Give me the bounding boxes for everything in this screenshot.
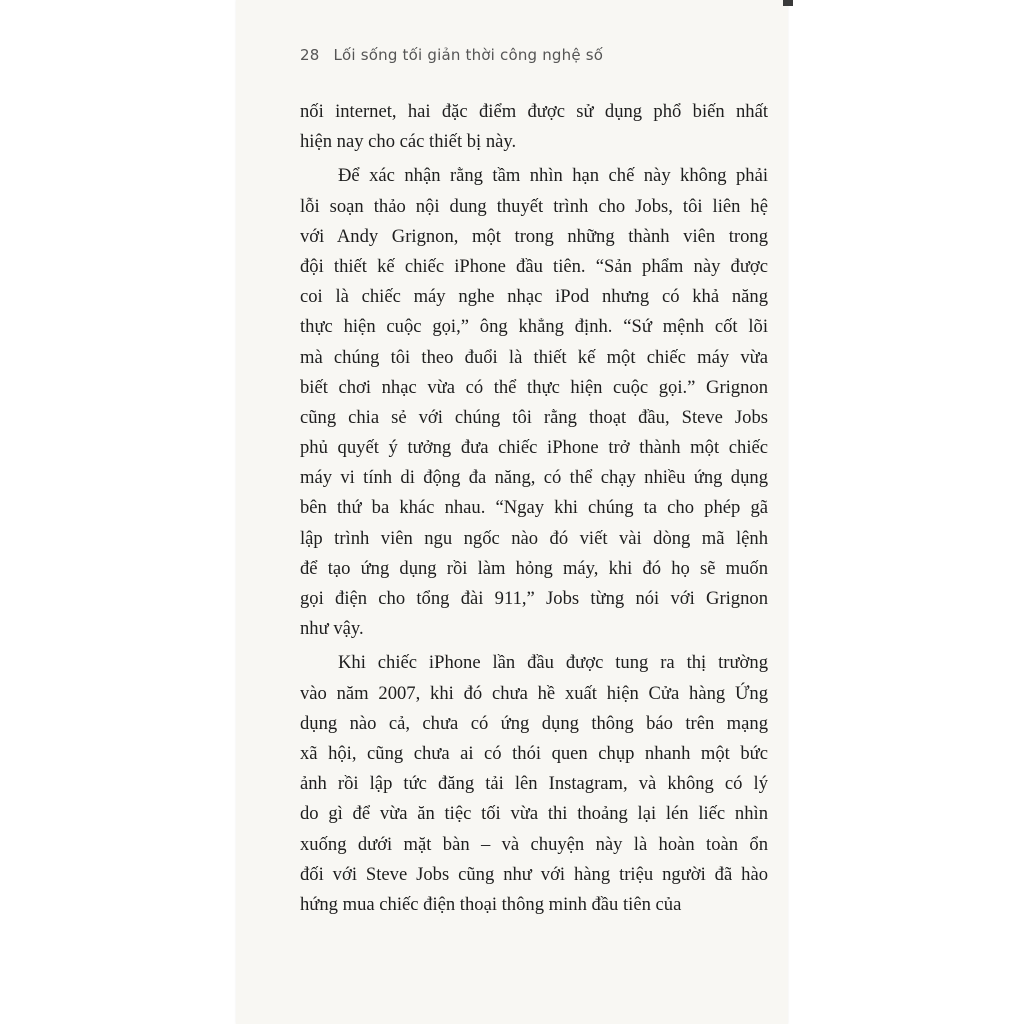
text-line: hứng mua chiếc điện thoại thông minh đầu tiên của	[300, 893, 682, 915]
page-corner-mark	[783, 0, 793, 6]
text-line: lập trình viên ngu ngốc nào đó viết vài dòng mã lệnh	[300, 527, 768, 549]
text-line: lỗi soạn thảo nội dung thuyết trình cho Jobs, tôi liên hệ	[300, 195, 768, 217]
text-line: như vậy.	[300, 618, 364, 640]
text-line: bên thứ ba khác nhau. “Ngay khi chúng ta cho phép gã	[300, 497, 768, 519]
paragraph	[300, 648, 768, 920]
text-line: phủ quyết ý tưởng đưa chiếc iPhone trở thành một chiếc	[300, 437, 768, 459]
text-line: thực hiện cuộc gọi,” ông khẳng định. “Sứ mệnh cốt lõi	[300, 316, 768, 338]
text-line: gọi điện cho tổng đài 911,” Jobs từng nói với Grignon	[300, 588, 768, 609]
text-line: mà chúng tôi theo đuổi là thiết kế một chiếc máy vừa	[300, 346, 768, 368]
text-line: hiện nay cho các thiết bị này.	[300, 131, 517, 153]
book-title: Lối sống tối giản thời công nghệ số	[333, 46, 604, 64]
paragraph	[300, 161, 768, 644]
text-line: coi là chiếc máy nghe nhạc iPod nhưng có khả năng	[300, 286, 768, 308]
text-line: vào năm 2007, khi đó chưa hề xuất hiện Cửa hàng Ứng	[300, 682, 768, 704]
text-line: nối internet, hai đặc điểm được sử dụng phổ biến nhất	[300, 101, 768, 122]
text-line: cũng chia sẻ với chúng tôi rằng thoạt đầu, Steve Jobs	[300, 406, 768, 428]
text-line: đội thiết kế chiếc iPhone đầu tiên. “Sản phẩm này được	[300, 255, 768, 277]
text-line: ảnh rồi lập tức đăng tải lên Instagram, và không có lý	[300, 773, 768, 795]
text-line: với Andy Grignon, một trong những thành viên trong	[300, 225, 768, 247]
text-line: do gì để vừa ăn tiệc tối vừa thi thoảng lại lén liếc nhìn	[300, 803, 768, 825]
text-line: đối với Steve Jobs cũng như với hàng triệu người đã hào	[300, 863, 768, 885]
text-line: máy vi tính di động đa năng, có thể chạy nhiều ứng dụng	[300, 467, 768, 489]
running-head	[300, 46, 603, 64]
text-line: xuống dưới mặt bàn – và chuyện này là hoàn toàn ổn	[300, 833, 768, 855]
page-number: 28	[300, 46, 320, 64]
paragraph	[300, 97, 768, 157]
text-line: Khi chiếc iPhone lần đầu được tung ra thị trường	[338, 652, 768, 674]
body-text	[300, 97, 768, 920]
text-line: để tạo ứng dụng rồi làm hỏng máy, khi đó họ sẽ muốn	[300, 557, 768, 579]
text-line: biết chơi nhạc vừa có thể thực hiện cuộc gọi.” Grignon	[300, 376, 768, 398]
text-line: dụng nào cả, chưa có ứng dụng thông báo trên mạng	[300, 712, 768, 734]
text-line: xã hội, cũng chưa ai có thói quen chụp nhanh một bức	[300, 742, 768, 764]
text-line: Để xác nhận rằng tầm nhìn hạn chế này không phải	[338, 165, 768, 187]
